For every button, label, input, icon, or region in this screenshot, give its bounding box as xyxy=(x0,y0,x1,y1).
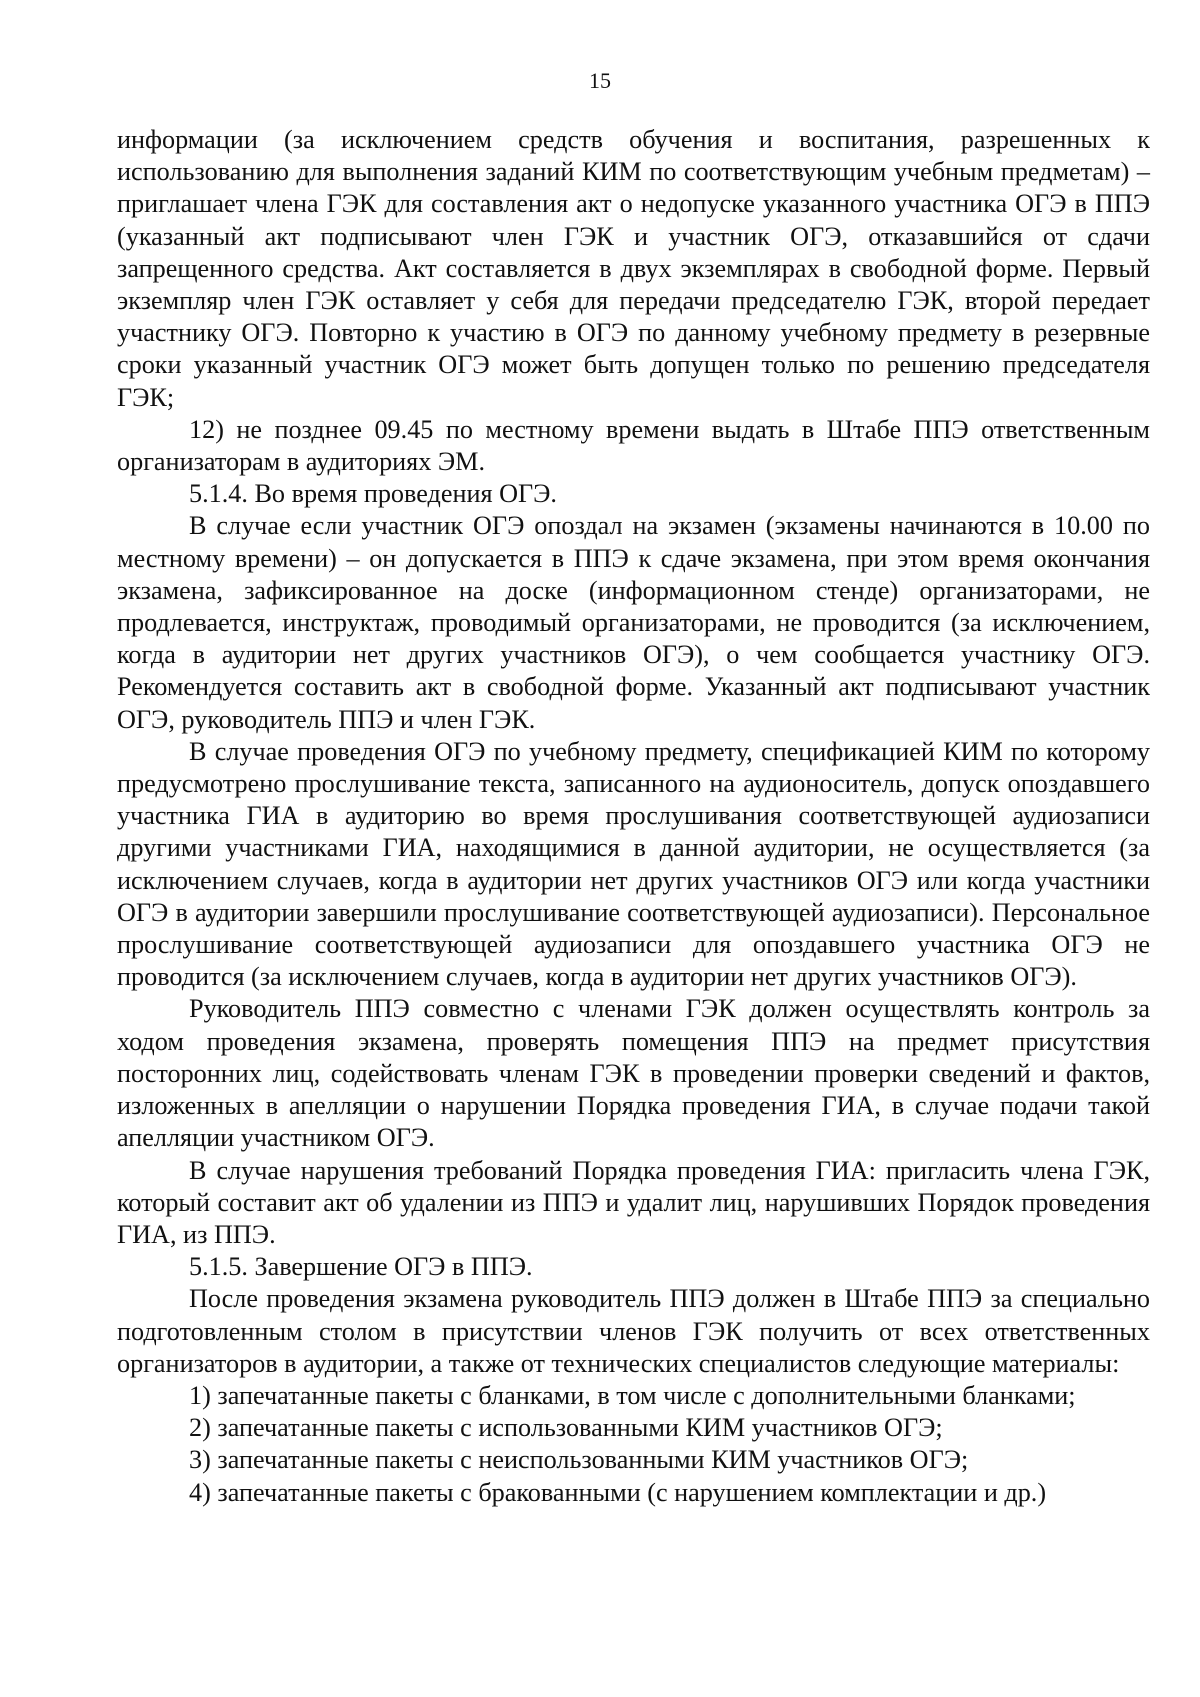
list-item-4: 4) запечатанные пакеты с бракованными (с нарушением комплектации и др.) xyxy=(189,1477,1047,1507)
section-heading-5-1-5: 5.1.5. Завершение ОГЭ в ППЭ. xyxy=(189,1252,533,1282)
paragraph-item-12: 12) не позднее 09.45 по местному времени выдать в Штабе ППЭ ответственным организаторам в аудиториях ЭМ. xyxy=(117,414,1150,477)
list-item-1: 1) запечатанные пакеты с бланками, в том числе с дополнительными бланками; xyxy=(189,1380,1076,1410)
section-heading-5-1-4: 5.1.4. Во время проведения ОГЭ. xyxy=(189,479,557,509)
paragraph-after-exam: После проведения экзамена руководитель ППЭ должен в Штабе ППЭ за специально подготовленным столом в присутствии членов ГЭК получить от всех ответственных организаторов в аудитории, а также от технических специалистов следующие материалы: xyxy=(117,1284,1150,1378)
paragraph-violation: В случае нарушения требований Порядка проведения ГИА: пригласить члена ГЭК, который составит акт об удалении из ППЭ и удалит лиц, нарушивших Порядок проведения ГИА, из ППЭ. xyxy=(117,1155,1150,1249)
document-body xyxy=(117,124,1150,1509)
paragraph-audio-listening: В случае проведения ОГЭ по учебному предмету, спецификацией КИМ по которому предусмотрено прослушивание текста, записанного на аудионоситель, допуск опоздавшего участника ГИА в аудиторию во время прослушивания соответствующей аудиозаписи другими участниками ГИА, находящимися в данной аудитории, не осуществляется (за исключением случаев, когда в аудитории нет других участников ОГЭ или когда участники ОГЭ в аудитории завершили прослушивание соответствующей аудиозаписи). Персональное прослушивание соответствующей аудиозаписи для опоздавшего участника ОГЭ не проводится (за исключением случаев, когда в аудитории нет других участников ОГЭ). xyxy=(117,736,1150,992)
list-item-3: 3) запечатанные пакеты с неиспользованными КИМ участников ОГЭ; xyxy=(189,1445,969,1475)
paragraph-head-control: Руководитель ППЭ совместно с членами ГЭК должен осуществлять контроль за ходом проведения экзамена, проверять помещения ППЭ на предмет присутствия посторонних лиц, содействовать членам ГЭК в проведении проверки сведений и фактов, изложенных в апелляции о нарушении Порядка проведения ГИА, в случае подачи такой апелляции участником ОГЭ. xyxy=(117,994,1150,1153)
paragraph-continuation: информации (за исключением средств обучения и воспитания, разрешенных к использованию для выполнения заданий КИМ по соответствующим учебным предметам) – приглашает члена ГЭК для составления акт о недопуске указанного участника ОГЭ в ППЭ (указанный акт подписывают член ГЭК и участник ОГЭ, отказавшийся от сдачи запрещенного средства. Акт составляется в двух экземплярах в свободной форме. Первый экземпляр член ГЭК оставляет у себя для передачи председателю ГЭК, второй передает участнику ОГЭ. Повторно к участию в ОГЭ по данному учебному предмету в резервные сроки указанный участник ОГЭ может быть допущен только по решению председателя ГЭК; xyxy=(117,125,1150,412)
page-number: 15 xyxy=(589,68,611,93)
list-item-2: 2) запечатанные пакеты с использованными КИМ участников ОГЭ; xyxy=(189,1413,943,1443)
paragraph-late-participant: В случае если участник ОГЭ опоздал на экзамен (экзамены начинаются в 10.00 по местному времени) – он допускается в ППЭ к сдаче экзамена, при этом время окончания экзамена, зафиксированное на доске (информационном стенде) организаторами, не продлевается, инструктаж, проводимый организаторами, не проводится (за исключением, когда в аудитории нет других участников ОГЭ), о чем сообщается участнику ОГЭ. Рекомендуется составить акт в свободной форме. Указанный акт подписывают участник ОГЭ, руководитель ППЭ и член ГЭК. xyxy=(117,511,1150,734)
